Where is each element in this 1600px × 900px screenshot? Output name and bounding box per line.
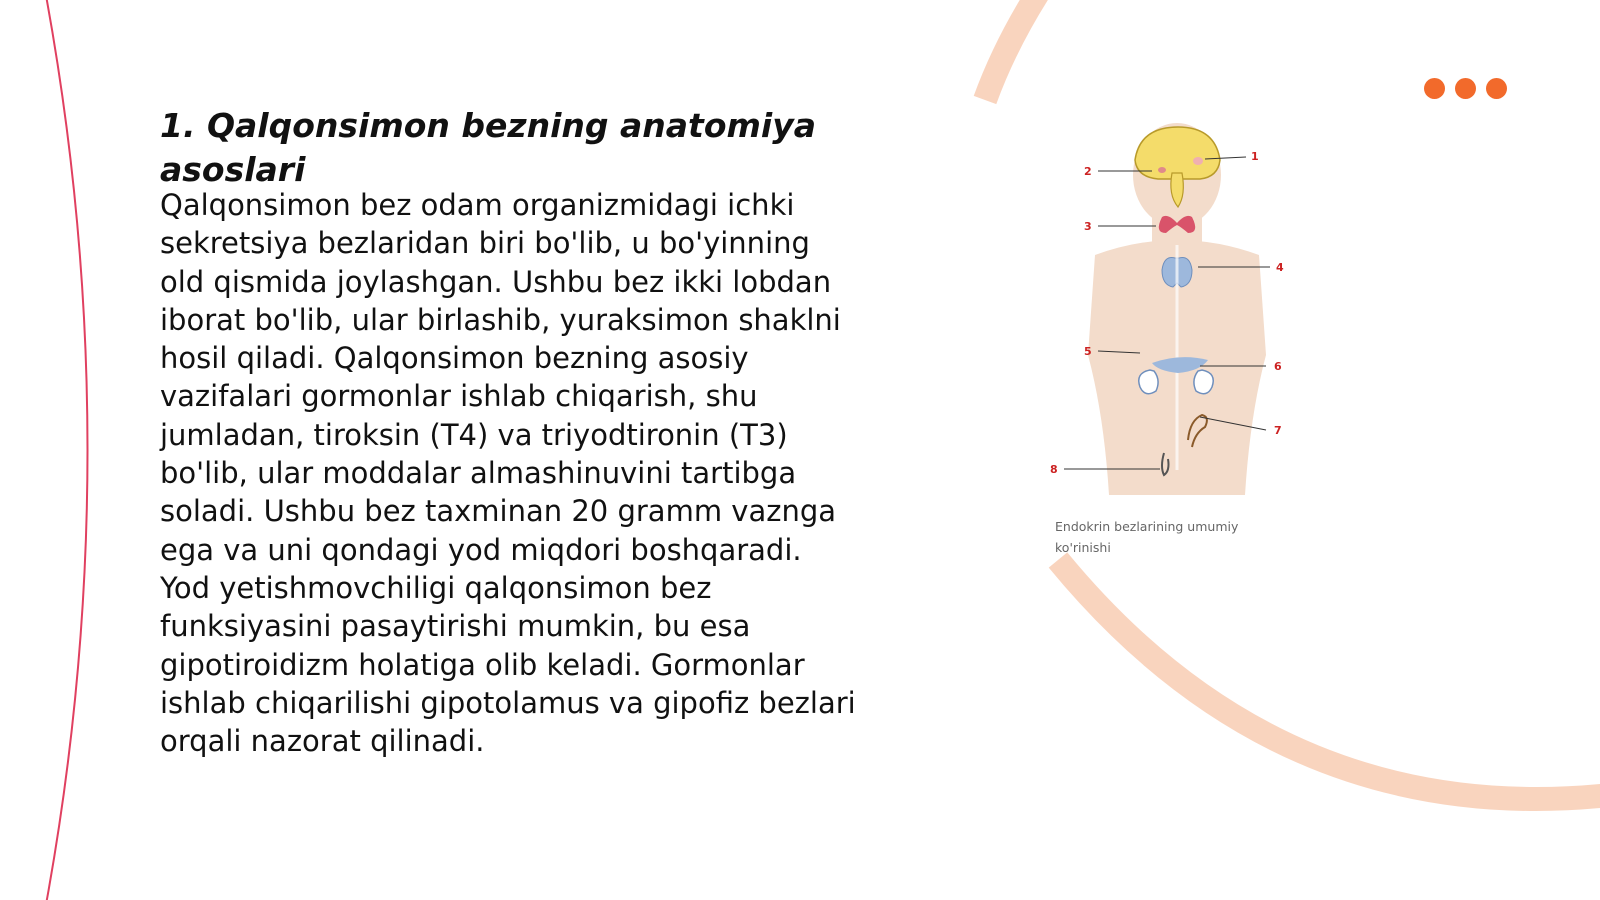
pineal-gland-icon — [1193, 157, 1203, 165]
label-3: 3 — [1084, 220, 1092, 233]
dot-2 — [1455, 78, 1476, 99]
label-5: 5 — [1084, 345, 1092, 358]
adrenal-kidney-left-icon — [1139, 370, 1158, 394]
dot-1 — [1424, 78, 1445, 99]
slide-body-text: Qalqonsimon bez odam organizmidagi ichki sekretsiya bezlaridan biri bo'lib, u bo'yinning old qismida joylashgan. Ushbu bez ikki lobdan iborat bo'lib, ular birlashib, yuraksimon shaklni hosil qiladi. Qalqonsimon bezning asosiy vazifalari gormonlar ishlab chiqarish, shu jumladan, tiroksin (T4) va triyodtironin (T3) bo'lib, ular moddalar almashinuvini tartibga soladi. Ushbu bez taxminan 20 gramm vaznga ega va uni qondagi yod miqdori boshqaradi. Yod yetishmovchiligi qalqonsimon bez funksiyasini pasaytirishi mumkin, bu esa gipotiroidizm holatiga olib keladi. Gormonlar ishlab chiqarilishi gipotolamus va gipofiz bezlari orqali nazorat qilinadi. — [160, 188, 856, 759]
bottom-arc — [1058, 560, 1600, 799]
left-curve-line — [45, 0, 88, 900]
pagination-dots — [1424, 78, 1507, 99]
top-arc — [985, 0, 1040, 100]
label-6: 6 — [1274, 360, 1282, 373]
label-8: 8 — [1050, 463, 1058, 476]
label-2: 2 — [1084, 165, 1092, 178]
endocrine-glands-figure — [1040, 115, 1330, 510]
label-1: 1 — [1251, 150, 1259, 163]
slide-title: 1. Qalqonsimon bezning anatomiya asoslari — [160, 106, 816, 189]
pituitary-gland-icon — [1158, 167, 1166, 173]
label-7: 7 — [1274, 424, 1282, 437]
dot-3 — [1486, 78, 1507, 99]
figure-caption: Endokrin bezlarining umumiy ko'rinishi — [1055, 519, 1239, 555]
adrenal-kidney-right-icon — [1194, 370, 1213, 394]
label-4: 4 — [1276, 261, 1284, 274]
